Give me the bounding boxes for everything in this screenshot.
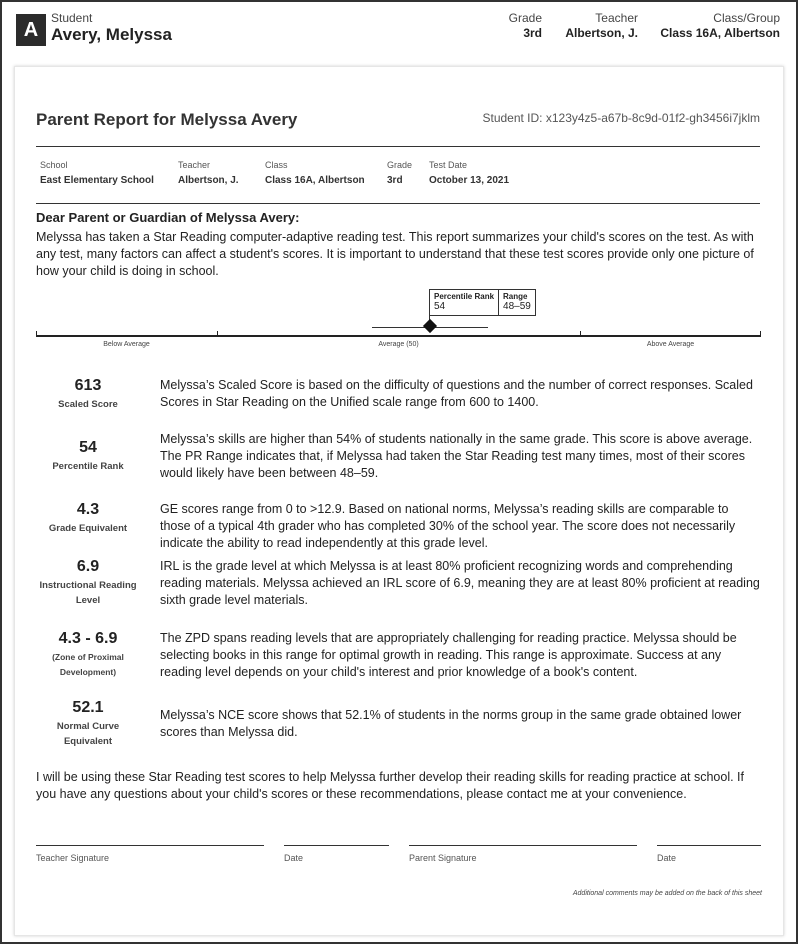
header-grade xyxy=(509,11,542,40)
meta-date-value: October 13, 2021 xyxy=(429,175,510,186)
meta-teacher-label: Teacher xyxy=(178,160,211,170)
score-label: Grade Equivalent xyxy=(48,523,128,534)
meta-school xyxy=(40,160,154,186)
meta-test-date xyxy=(429,160,509,186)
meta-teacher-value: Albertson, J. xyxy=(178,175,239,186)
teacher-signature-line xyxy=(36,845,264,846)
pr-box xyxy=(430,290,498,315)
range-value: 48–59 xyxy=(503,301,531,312)
score-description: Melyssa’s Scaled Score is based on the difficulty of questions and the number of correct responses. Scaled Scores in Star Reading on the Unified scale range from 600 to 1400. xyxy=(160,378,753,409)
date-label: Date xyxy=(284,853,304,863)
score-description: The ZPD spans reading levels that are appropriately challenging for reading practice. Melyssa should be selecting books in this range for optimal growth in reading. This range is approximate. Success at any reading level depends on your child's interest and prior knowledge of a book's content. xyxy=(160,631,737,679)
student-name: Avery, Melyssa xyxy=(51,25,172,44)
header-grade-label: Grade xyxy=(508,11,542,25)
score-label: (Zone of Proximal Development) xyxy=(52,652,124,677)
meta-school-value: East Elementary School xyxy=(40,175,154,186)
student-badge: A xyxy=(16,14,46,46)
pr-value: 54 xyxy=(434,301,446,312)
meta-grade-label: Grade xyxy=(387,160,413,170)
divider xyxy=(36,146,760,147)
meta-school-label: School xyxy=(40,160,68,170)
date-label: Date xyxy=(657,853,677,863)
scale-tick xyxy=(217,331,218,337)
score-value: 4.3 - 6.9 xyxy=(58,630,118,647)
score-value: 613 xyxy=(74,377,102,394)
meta-date-label: Test Date xyxy=(429,160,468,170)
percentile-callout xyxy=(429,289,536,316)
greeting: Dear Parent or Guardian of Melyssa Avery: xyxy=(36,210,300,225)
score-description: Melyssa’s skills are higher than 54% of students nationally in the same grade. This score is above average. The PR Range indicates that, if Melyssa had taken the Star Reading test many times, most of their scores would likely have been between 48–59. xyxy=(160,432,753,480)
meta-grade xyxy=(387,160,412,186)
score-value: 54 xyxy=(79,439,97,456)
header-class-label: Class/Group xyxy=(713,11,780,25)
scale-tick xyxy=(36,331,37,337)
meta-class-value: Class 16A, Albertson xyxy=(265,175,365,186)
zone-below-average: Below Average xyxy=(103,341,150,348)
report-title: Parent Report for Melyssa Avery xyxy=(36,110,298,129)
intro-paragraph: Melyssa has taken a Star Reading computer-adaptive reading test. This report summarizes your child's scores on the test. As with any test, many factors can affect a student's scores. It is important to understand that these test scores provide only one picture of how your child is doing in school. xyxy=(36,230,754,278)
score-label: Scaled Score xyxy=(58,399,118,410)
header-teacher-label: Teacher xyxy=(595,11,638,25)
parent-signature-line xyxy=(409,845,637,846)
score-description: GE scores range from 0 to >12.9. Based on national norms, Melyssa’s reading skills are comparable to those of a typical 4th grader who has completed 30% of the school year. The score does not necessarily indicate the ability to read independently at this grade level. xyxy=(160,502,736,550)
student-header xyxy=(2,2,796,60)
meta-class-label: Class xyxy=(265,160,288,170)
score-label: Instructional Reading Level xyxy=(39,580,137,606)
scale-tick xyxy=(580,331,581,337)
header-teacher xyxy=(565,11,638,40)
score-label: Normal Curve Equivalent xyxy=(56,721,120,747)
meta-class xyxy=(265,160,365,186)
range-box xyxy=(498,290,535,315)
meta-teacher xyxy=(178,160,239,186)
score-description: IRL is the grade level at which Melyssa is at least 80% proficient recognizing words and comprehending reading materials. Melyssa achieved an IRL score of 6.9, meaning they are at least 80% proficient at reading sixth grade level materials. xyxy=(160,559,760,607)
score-description: Melyssa’s NCE score shows that 52.1% of students in the norms group in the same grade obtained lower scores than Melyssa did. xyxy=(160,708,742,739)
score-value: 4.3 xyxy=(76,501,100,518)
zone-above-average: Above Average xyxy=(646,341,695,348)
meta-grade-value: 3rd xyxy=(387,175,403,186)
student-id: Student ID: x123y4z5-a67b-8c9d-01f2-gh3456i7jklm xyxy=(482,111,760,125)
header-class-value: Class 16A, Albertson xyxy=(660,26,780,40)
header-grade-value: 3rd xyxy=(523,26,542,40)
score-label: Percentile Rank xyxy=(52,461,124,472)
pr-label: Percentile Rank xyxy=(434,292,495,301)
student-label: Student xyxy=(51,11,93,25)
scale-tick xyxy=(760,331,761,337)
closing-paragraph: I will be using these Star Reading test scores to help Melyssa further develop their reading skills for reading practice at school. If you have any questions about your child's scores or these recommendations, please contact me at your convenience. xyxy=(36,770,744,801)
range-label: Range xyxy=(503,292,528,301)
parent-signature-label: Parent Signature xyxy=(409,853,477,863)
score-value: 6.9 xyxy=(76,558,100,575)
score-value: 52.1 xyxy=(72,699,104,716)
percentile-scale xyxy=(36,335,761,337)
header-teacher-value: Albertson, J. xyxy=(565,26,638,40)
teacher-signature-label: Teacher Signature xyxy=(36,853,110,863)
header-class xyxy=(660,11,780,40)
footnote: Additional comments may be added on the back of this sheet xyxy=(572,890,762,897)
zone-average: Average (50) xyxy=(378,341,419,348)
divider xyxy=(36,203,760,204)
date-line xyxy=(657,845,761,846)
date-line xyxy=(284,845,389,846)
